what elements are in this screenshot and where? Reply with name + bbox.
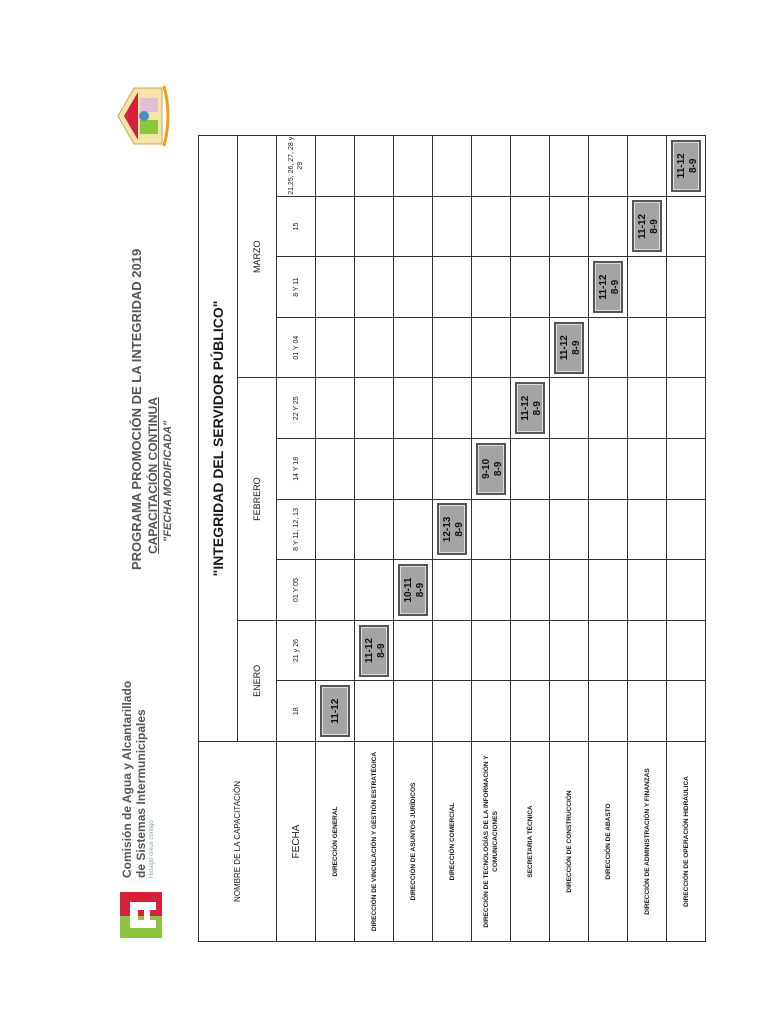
schedule-cell: [589, 135, 628, 196]
month-january: ENERO: [238, 620, 277, 741]
schedule-cell: [316, 681, 355, 742]
schedule-cell: [628, 620, 667, 681]
schedule-cell: [472, 135, 511, 196]
session-time-secondary: 8-9: [415, 582, 426, 598]
table-row: [511, 135, 550, 941]
session-time-secondary: 8-9: [376, 643, 387, 658]
schedule-cell: [355, 681, 394, 742]
schedule-cell: [550, 499, 589, 560]
schedule-cell: [394, 135, 433, 196]
schedule-cell: [355, 560, 394, 621]
session-time-primary: 11-12: [520, 395, 531, 421]
session-time-box: [320, 685, 350, 737]
schedule-cell: [316, 196, 355, 257]
schedule-cell: [472, 196, 511, 257]
schedule-cell: [550, 378, 589, 439]
schedule-cell: [433, 560, 472, 621]
schedule-cell: [511, 681, 550, 742]
organization-name: [120, 558, 157, 878]
department-name: DIRECCIÓN COMERCIAL: [433, 742, 472, 942]
schedule-cell: [667, 196, 706, 257]
schedule-cell: [472, 560, 511, 621]
schedule-cell: [589, 681, 628, 742]
session-time-secondary: 8-9: [493, 461, 504, 477]
session-time-primary: 11-12: [637, 213, 648, 239]
schedule-cell: [628, 439, 667, 500]
schedule-cell: [511, 499, 550, 560]
schedule-cell: [511, 378, 550, 439]
schedule-cell: [394, 620, 433, 681]
schedule-cell: [316, 560, 355, 621]
department-name: DIRECCIÓN GENERAL: [316, 742, 355, 942]
schedule-cell: [472, 681, 511, 742]
schedule-cell: [550, 620, 589, 681]
schedule-cell: [511, 135, 550, 196]
session-time-secondary: 8-9: [610, 279, 621, 295]
schedule-cell: [316, 620, 355, 681]
schedule-cell: [667, 439, 706, 500]
department-name: DIRECCIÓN DE OPERACIÓN HIDRÁULICA: [667, 742, 706, 942]
schedule-cell: [589, 257, 628, 318]
schedule-cell: [628, 499, 667, 560]
session-time-primary: 11-12: [676, 153, 687, 179]
training-schedule-table: [198, 135, 706, 942]
schedule-cell: [511, 317, 550, 378]
schedule-cell: [667, 560, 706, 621]
schedule-cell: [550, 439, 589, 500]
session-time-box: [476, 443, 506, 495]
session-time-primary: 11-12: [598, 274, 609, 300]
schedule-cell: [433, 439, 472, 500]
schedule-cell: [589, 499, 628, 560]
schedule-cell: [355, 620, 394, 681]
date-header: 01 Y 04: [277, 317, 316, 378]
department-name: DIRECCIÓN DE TECNOLOGÍAS DE LA INFORMACIÓN Y COMUNICACIONES: [472, 742, 511, 942]
session-time-box: [437, 503, 467, 555]
schedule-cell: [589, 560, 628, 621]
schedule-cell: [433, 257, 472, 318]
table-row: [394, 135, 433, 941]
schedule-cell: [628, 681, 667, 742]
schedule-cell: [550, 257, 589, 318]
department-name: SECRETARIA TÉCNICA: [511, 742, 550, 942]
schedule-cell: [433, 196, 472, 257]
schedule-cell: [550, 681, 589, 742]
schedule-cell: [511, 560, 550, 621]
schedule-cell: [667, 378, 706, 439]
caasim-logo-icon: [114, 886, 168, 942]
schedule-cell: [667, 135, 706, 196]
date-header: 18: [277, 681, 316, 742]
schedule-cell: [433, 135, 472, 196]
session-time-primary: 12-13: [442, 516, 453, 543]
schedule-cell: [667, 620, 706, 681]
schedule-cell: [316, 135, 355, 196]
schedule-cell: [472, 317, 511, 378]
session-time-primary: 11-12: [364, 638, 375, 664]
date-header: 22 Y 25: [277, 378, 316, 439]
schedule-cell: [355, 499, 394, 560]
session-time-secondary: 8-9: [649, 219, 660, 234]
schedule-cell: [355, 317, 394, 378]
schedule-cell: [433, 620, 472, 681]
schedule-cell: [511, 620, 550, 681]
schedule-cell: [589, 439, 628, 500]
schedule-cell: [472, 439, 511, 500]
schedule-cell: [433, 499, 472, 560]
date-header: 8 Y 11: [277, 257, 316, 318]
department-name: DIRECCIÓN DE VINCULACIÓN Y GESTIÓN ESTRATÉGICA: [355, 742, 394, 942]
schedule-cell: [316, 499, 355, 560]
date-header: 21 y 26: [277, 620, 316, 681]
schedule-cell: [628, 257, 667, 318]
course-name-header: NOMBRE DE LA CAPACITACIÓN: [199, 742, 277, 942]
schedule-cell: [394, 196, 433, 257]
rotated-sheet: [114, 82, 699, 942]
schedule-cell: [394, 257, 433, 318]
modified-date-note: "FECHA MODIFICADA": [162, 420, 174, 542]
table-row: [433, 135, 472, 941]
table-row: [472, 135, 511, 941]
schedule-cell: [550, 560, 589, 621]
course-title: "INTEGRIDAD DEL SERVIDOR PÚBLICO": [199, 135, 238, 741]
program-subtitle: CAPACITACIÓN CONTINUA: [146, 397, 160, 554]
schedule-cell: [433, 317, 472, 378]
date-header: 14 Y 18: [277, 439, 316, 500]
schedule-cell: [550, 135, 589, 196]
schedule-cell: [472, 378, 511, 439]
schedule-cell: [550, 196, 589, 257]
schedule-cell: [628, 378, 667, 439]
session-time-primary: 10-11: [403, 577, 414, 603]
session-time-box: [359, 625, 389, 677]
program-title: PROGRAMA PROMOCIÓN DE LA INTEGRIDAD 2019: [129, 248, 144, 570]
date-header: 21,25, 26, 27, 28 y 29: [277, 135, 316, 196]
schedule-cell: [355, 257, 394, 318]
session-time-box: [593, 261, 623, 313]
table-row: [550, 135, 589, 941]
session-time-box: [671, 140, 701, 192]
table-row: [589, 135, 628, 941]
schedule-cell: [472, 499, 511, 560]
session-time-box: [554, 322, 584, 374]
month-march: MARZO: [238, 135, 277, 378]
org-line-2: de Sistemas Intermunicipales: [134, 709, 148, 878]
session-time-box: [515, 382, 545, 434]
schedule-cell: [355, 196, 394, 257]
schedule-cell: [394, 439, 433, 500]
schedule-cell: [628, 196, 667, 257]
schedule-cell: [433, 681, 472, 742]
session-time-secondary: 8-9: [571, 340, 582, 355]
org-slogan: Hidalgo crece contigo: [149, 820, 155, 878]
schedule-cell: [316, 378, 355, 439]
session-time-box: [398, 564, 428, 616]
schedule-cell: [628, 317, 667, 378]
department-name: DIRECCIÓN DE ASUNTOS JURÍDICOS: [394, 742, 433, 942]
date-header: 01 Y 05: [277, 560, 316, 621]
hidalgo-seal-icon: [114, 82, 174, 150]
schedule-cell: [472, 257, 511, 318]
session-time-secondary: 8-9: [532, 401, 543, 416]
schedule-cell: [511, 439, 550, 500]
schedule-body: [199, 135, 706, 941]
session-time-box: [632, 200, 662, 252]
schedule-cell: [667, 257, 706, 318]
table-row: [316, 135, 355, 941]
session-time-primary: 11-12: [330, 698, 341, 724]
session-time-primary: 9-10: [481, 458, 492, 479]
department-name: DIRECCIÓN DE ADMINISTRACIÓN Y FINANZAS: [628, 742, 667, 942]
schedule-cell: [433, 378, 472, 439]
schedule-cell: [355, 378, 394, 439]
schedule-cell: [394, 681, 433, 742]
schedule-cell: [511, 196, 550, 257]
schedule-cell: [472, 620, 511, 681]
schedule-cell: [667, 681, 706, 742]
schedule-cell: [355, 135, 394, 196]
table-row: [628, 135, 667, 941]
month-february: FEBRERO: [238, 378, 277, 620]
date-header: 15: [277, 196, 316, 257]
schedule-cell: [355, 439, 394, 500]
department-name: DIRECCIÓN DE ABASTO: [589, 742, 628, 942]
schedule-cell: [511, 257, 550, 318]
schedule-cell: [667, 317, 706, 378]
org-line-1: Comisión de Agua y Alcantarillado: [120, 680, 134, 878]
document-titles: [128, 248, 175, 570]
table-row: [667, 135, 706, 941]
schedule-cell: [667, 499, 706, 560]
schedule-cell: [316, 317, 355, 378]
schedule-cell: [394, 317, 433, 378]
schedule-cell: [589, 317, 628, 378]
schedule-cell: [316, 439, 355, 500]
schedule-cell: [589, 196, 628, 257]
schedule-cell: [394, 378, 433, 439]
schedule-cell: [589, 378, 628, 439]
table-row: [355, 135, 394, 941]
session-time-secondary: 8-9: [454, 522, 465, 537]
fecha-label: FECHA: [277, 742, 316, 942]
schedule-cell: [628, 135, 667, 196]
session-time-secondary: 8-9: [688, 158, 699, 174]
schedule-cell: [316, 257, 355, 318]
session-time-primary: 11-12: [559, 335, 570, 361]
date-header: 8 Y 11, 12, 13: [277, 499, 316, 560]
schedule-cell: [550, 317, 589, 378]
schedule-cell: [394, 499, 433, 560]
schedule-cell: [394, 560, 433, 621]
department-name: DIRECCIÓN DE CONSTRUCCIÓN: [550, 742, 589, 942]
schedule-cell: [589, 620, 628, 681]
schedule-cell: [628, 560, 667, 621]
